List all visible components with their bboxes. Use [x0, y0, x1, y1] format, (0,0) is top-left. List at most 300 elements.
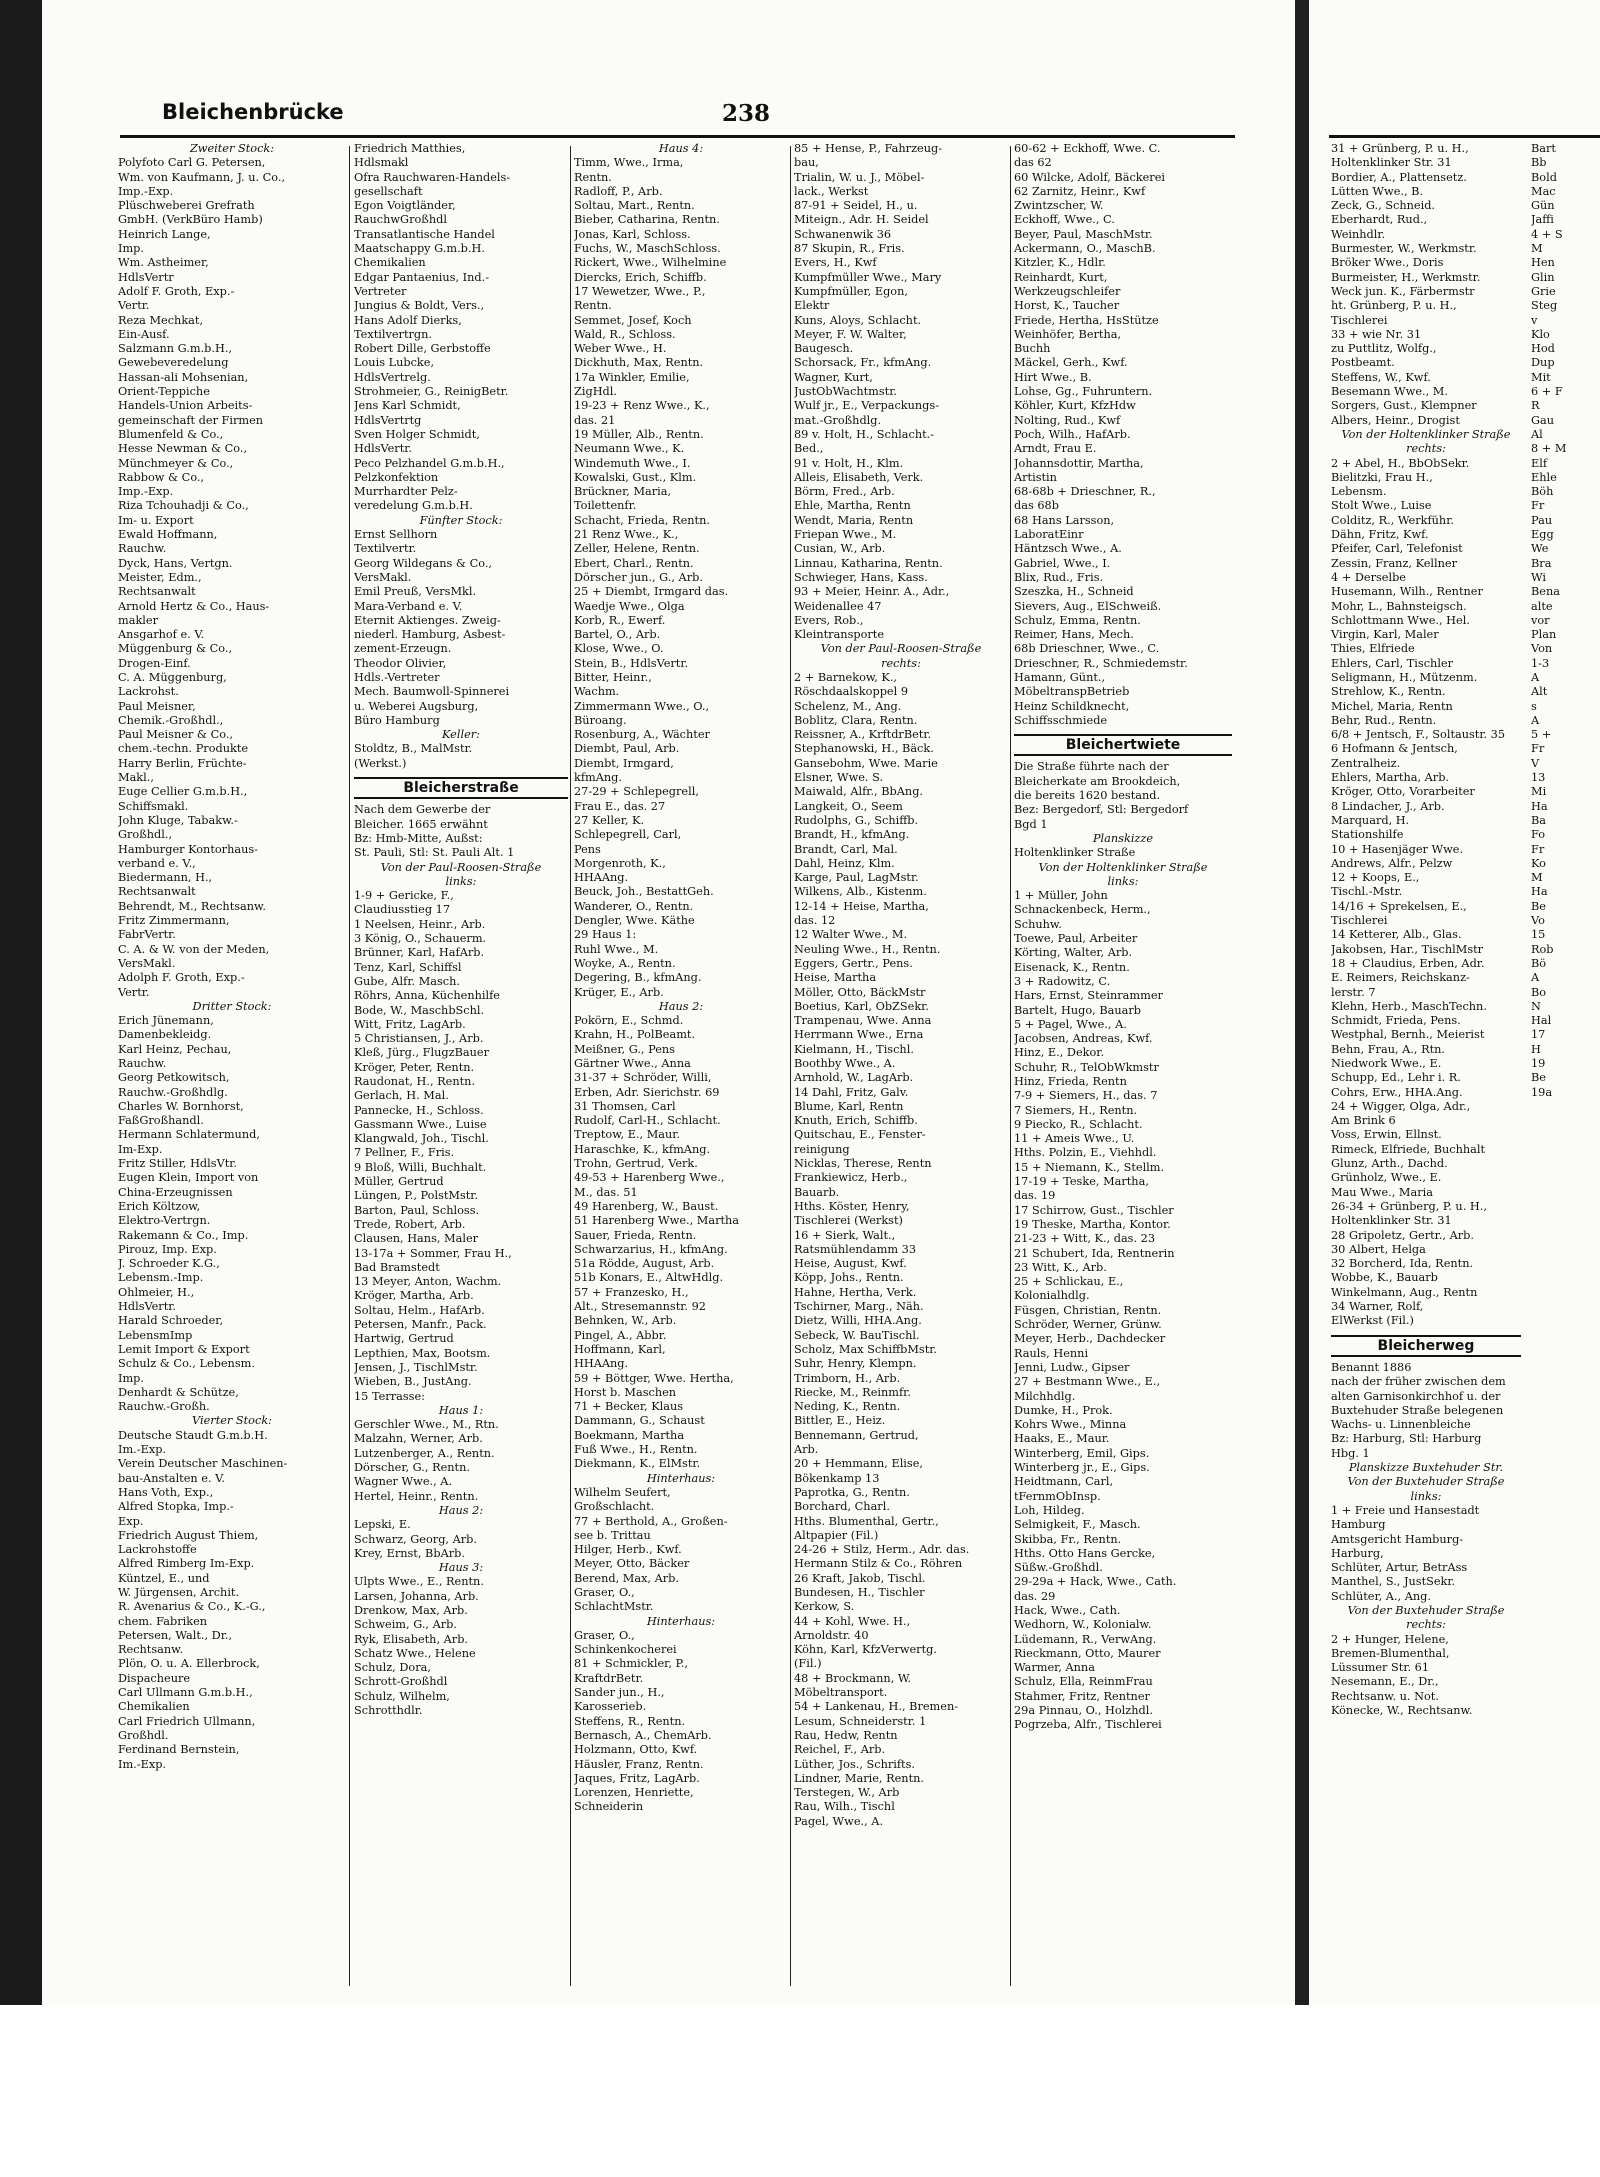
directory-entry: Mau Wwe., Maria [1331, 1185, 1433, 1199]
directory-entry: Hans Adolf Dierks, [354, 313, 462, 327]
directory-entry: Schulz, Ella, ReinmFrau [1014, 1675, 1153, 1689]
directory-entry: links: [1107, 874, 1139, 888]
directory-entry: JustObWachtmstr. [794, 385, 897, 399]
directory-entry: Friede, Hertha, HsStütze [1014, 313, 1159, 327]
directory-entry: 49-53 + Harenberg Wwe., [574, 1171, 725, 1185]
directory-entry: RauchwGroßhdl [354, 213, 447, 227]
directory-entry: Bold [1531, 170, 1557, 184]
directory-entry: Verein Deutscher Maschinen- [118, 1457, 288, 1471]
directory-entry: Erich Költzow, [118, 1199, 201, 1213]
directory-entry: gesellschaft [354, 184, 423, 198]
directory-entry: Wachm. [574, 685, 620, 699]
directory-entry: Großhdl., [118, 828, 173, 842]
directory-entry: links: [1410, 1489, 1442, 1503]
directory-entry: 28 Gripoletz, Gertr., Arb. [1331, 1228, 1474, 1242]
directory-entry: Paprotka, G., Rentn. [794, 1485, 910, 1499]
directory-entry: Soltau, Mart., Rentn. [574, 199, 695, 213]
directory-entry: Bart [1531, 142, 1556, 155]
directory-entry: Dengler, Wwe. Käthe [574, 914, 695, 928]
directory-entry: Vertr. [118, 299, 150, 313]
directory-entry: 54 + Lankenau, H., Bremen- [794, 1700, 959, 1714]
directory-entry: Mech. Baumwoll-Spinnerei [354, 685, 510, 699]
directory-entry: Kowalski, Gust., Klm. [574, 470, 697, 484]
directory-entry: Mäckel, Gerh., Kwf. [1014, 356, 1128, 370]
directory-entry: Lemit Import & Export [118, 1342, 250, 1356]
directory-entry: 29-29a + Hack, Wwe., Cath. [1014, 1575, 1177, 1589]
directory-entry: Hal [1531, 1014, 1552, 1028]
directory-entry: R [1531, 399, 1540, 413]
directory-entry: Bitter, Heinr., [574, 670, 652, 684]
directory-entry: Kitzler, K., Hdlr. [1014, 256, 1106, 270]
directory-entry: Mara-Verband e. V. [354, 599, 463, 613]
directory-entry: Sander jun., H., [574, 1686, 665, 1700]
directory-entry: Emil Preuß, VersMkl. [354, 585, 477, 599]
directory-entry: HdlsVertr. [118, 1300, 176, 1314]
directory-entry: Harry Berlin, Früchte- [118, 756, 247, 770]
directory-entry: Euge Cellier G.m.b.H., [118, 785, 248, 799]
directory-entry: 6 Hofmann & Jentsch, [1331, 742, 1458, 756]
directory-entry: Wald, R., Schloss. [574, 327, 676, 341]
directory-entry: Reissner, A., KrftdrBetr. [794, 728, 932, 742]
directory-entry: Alfred Rimberg Im-Exp. [118, 1557, 255, 1571]
directory-entry: Hinz, Frieda, Rentn [1014, 1075, 1127, 1088]
directory-entry: Ferdinand Bernstein, [118, 1743, 240, 1757]
directory-entry: Arnold Hertz & Co., Haus- [118, 599, 270, 613]
directory-entry: Pingel, A., Abbr. [574, 1328, 667, 1342]
directory-entry: Tischl.-Mstr. [1331, 885, 1403, 899]
directory-entry: Hartwig, Gertrud [354, 1332, 454, 1346]
directory-entry: St. Pauli, Stl: St. Pauli Alt. 1 [354, 846, 515, 860]
directory-entry: 2 + Hunger, Helene, [1331, 1632, 1449, 1646]
directory-entry: Maatschappy G.m.b.H. [354, 242, 485, 256]
directory-entry: Dietz, Willi, HHA.Ang. [794, 1314, 922, 1328]
directory-entry: China-Erzeugnissen [118, 1185, 233, 1199]
directory-entry: Bleicher. 1665 erwähnt [354, 817, 488, 831]
directory-entry: Sorgers, Gust., Klempner [1331, 399, 1477, 413]
directory-entry: Pfeifer, Carl, Telefonist [1331, 542, 1463, 556]
directory-entry: Schweim, G., Arb. [354, 1618, 457, 1632]
directory-entry: Andrews, Alfr., Pelzw [1331, 856, 1453, 870]
directory-entry: 68-68b + Drieschner, R., [1014, 485, 1156, 499]
directory-entry: Gewebeveredelung [118, 356, 229, 370]
directory-entry: Zentralheiz. [1331, 756, 1401, 770]
street-heading: Bleicherstraße [354, 777, 568, 799]
directory-entry: Büroang. [574, 713, 627, 727]
directory-entry: Postbeamt. [1331, 356, 1395, 370]
directory-entry: Müggenburg & Co., [118, 642, 233, 656]
directory-entry: Boetius, Karl, ObZSekr. [794, 999, 929, 1013]
directory-entry: Egon Voigtländer, [354, 199, 456, 213]
directory-entry: 3 König, O., Schauerm. [354, 932, 487, 946]
directory-entry: Elf [1531, 456, 1548, 470]
directory-entry: Hinz, E., Dekor. [1014, 1046, 1105, 1060]
directory-entry: Arnoldstr. 40 [794, 1628, 869, 1642]
directory-entry: Meyer, Herb., Dachdecker [1014, 1332, 1166, 1346]
directory-entry: Strohmeier, G., ReinigBetr. [354, 385, 509, 399]
directory-entry: Wachs- u. Linnenbleiche [1331, 1418, 1471, 1432]
directory-entry: Timm, Wwe., Irma, [574, 156, 684, 170]
directory-entry: Schwarz, Georg, Arb. [354, 1532, 477, 1546]
directory-entry: Fr [1531, 842, 1545, 856]
directory-entry: Barton, Paul, Schloss. [354, 1203, 480, 1217]
directory-entry: Dammann, G., Schaust [574, 1414, 705, 1428]
directory-entry: Wanderer, O., Rentn. [574, 899, 694, 913]
directory-entry: rechts: [1406, 1618, 1446, 1632]
directory-entry: Lepski, E. [354, 1518, 411, 1532]
directory-entry: GmbH. (VerkBüro Hamb) [118, 213, 263, 227]
directory-entry: Schulz & Co., Lebensm. [118, 1357, 255, 1371]
directory-entry: Sauer, Frieda, Rentn. [574, 1228, 697, 1242]
directory-entry: Wm. von Kaufmann, J. u. Co., [118, 170, 286, 184]
directory-entry: Krey, Ernst, BbArb. [354, 1546, 465, 1560]
directory-entry: Drogen-Einf. [118, 656, 191, 670]
directory-entry: 12 Walter Wwe., M. [794, 928, 908, 942]
directory-entry: Weber Wwe., H. [574, 342, 667, 356]
directory-entry: 15 + Niemann, K., Stellm. [1014, 1160, 1165, 1174]
directory-entry: Winterberg, Emil, Gips. [1014, 1446, 1150, 1460]
directory-entry: HdlsVertrtg [354, 413, 422, 427]
directory-entry: 87-91 + Seidel, H., u. [794, 199, 918, 213]
directory-entry: Ha [1531, 885, 1548, 899]
directory-entry: Dritter Stock: [192, 999, 272, 1013]
directory-entry: Rudolphs, G., Schiffb. [794, 813, 919, 827]
directory-entry: (Fil.) [794, 1657, 822, 1671]
directory-entry: Loh, Hildeg. [1014, 1503, 1085, 1517]
directory-entry: Jens Karl Schmidt, [354, 399, 461, 413]
directory-entry: Bö [1531, 956, 1547, 970]
directory-entry: Hths. Köster, Henry, [794, 1199, 910, 1213]
directory-entry: Heidtmann, Carl, [1014, 1475, 1114, 1489]
directory-entry: Toewe, Paul, Arbeiter [1014, 932, 1138, 946]
column-divider [349, 146, 350, 1986]
directory-entry: Lüther, Jos., Schrifts. [794, 1757, 915, 1771]
directory-entry: Reimer, Hans, Mech. [1014, 628, 1134, 642]
directory-entry: 1-3 [1531, 656, 1550, 670]
directory-entry: A [1531, 971, 1540, 985]
directory-entry: Grie [1531, 284, 1556, 298]
directory-entry: Paul Meisner, [118, 699, 196, 713]
directory-entry: Steffens, R., Rentn. [574, 1714, 686, 1728]
directory-entry: Am Brink 6 [1331, 1114, 1396, 1128]
directory-entry: Schiffsmakl. [118, 799, 189, 813]
directory-entry: Jakobsen, Har., TischlMstr [1331, 942, 1484, 956]
directory-entry: Von der Buxtehuder Straße [1347, 1603, 1505, 1617]
directory-entry: Im.-Exp. [118, 1757, 167, 1771]
directory-entry: Ackermann, O., MaschB. [1014, 242, 1156, 256]
directory-entry: Blume, Karl, Rentn [794, 1099, 904, 1113]
column-5 [1014, 142, 1232, 1992]
directory-entry: 27 + Bestmann Wwe., E., [1014, 1375, 1161, 1389]
directory-entry: Orient-Teppiche [118, 385, 210, 399]
directory-entry: Bena [1531, 585, 1560, 599]
directory-entry: 4 + Derselbe [1331, 570, 1406, 584]
directory-entry: Pokörn, E., Schmd. [574, 1014, 684, 1028]
directory-entry: 21 Renz Wwe., K., [574, 528, 679, 542]
directory-entry: 2 + Barnekow, K., [794, 670, 898, 684]
directory-entry: Neumann Wwe., K. [574, 442, 685, 456]
directory-entry: Marquard, H. [1331, 813, 1410, 827]
directory-entry: Dahl, Heinz, Klm. [794, 856, 895, 870]
directory-entry: Cohrs, Erw., HHA.Ang. [1331, 1085, 1463, 1099]
directory-entry: Bb [1531, 156, 1547, 170]
directory-entry: Gerlach, H. Mal. [354, 1089, 449, 1103]
directory-entry: 19 Theske, Martha, Kontor. [1014, 1217, 1171, 1231]
directory-entry: Hths. Blumenthal, Gertr., [794, 1514, 939, 1528]
directory-entry: Schinkenkocherei [574, 1643, 677, 1657]
directory-entry: Chemikalien [118, 1700, 190, 1714]
directory-entry: Plan [1531, 628, 1557, 642]
directory-entry: Bartel, O., Arb. [574, 628, 661, 642]
directory-entry: Nesemann, E., Dr., [1331, 1675, 1439, 1689]
directory-entry: 8 + M [1531, 442, 1567, 456]
directory-entry: bau-Anstalten e. V. [118, 1471, 225, 1485]
directory-entry: Holtenklinker Str. 31 [1331, 1214, 1452, 1228]
directory-entry: Handels-Union Arbeits- [118, 399, 253, 413]
directory-entry: Bez: Bergedorf, Stl: Bergedorf [1014, 803, 1189, 817]
directory-entry: 19a [1531, 1085, 1553, 1099]
directory-entry: Reza Mechkat, [118, 313, 204, 327]
directory-entry: Diembt, Paul, Arb. [574, 742, 680, 756]
directory-entry: Ha [1531, 799, 1548, 813]
directory-entry: Bundesen, H., Tischler [794, 1585, 925, 1599]
directory-entry: 14/16 + Sprekelsen, E., [1331, 899, 1467, 913]
directory-entry: LebensmImp [118, 1328, 193, 1342]
directory-entry: VersMakl. [354, 570, 412, 584]
directory-entry: Schelenz, M., Ang. [794, 699, 902, 713]
street-heading: Bleichertwiete [1014, 734, 1232, 756]
directory-entry: M., das. 51 [574, 1185, 638, 1199]
directory-entry: 93 + Meier, Heinr. A., Adr., [794, 585, 950, 599]
directory-entry: Diercks, Erich, Schiffb. [574, 270, 707, 284]
directory-entry: Rabbow & Co., [118, 470, 205, 484]
directory-entry: Wagner Wwe., A. [354, 1475, 453, 1489]
directory-entry: 7 Pellner, F., Fris. [354, 1146, 455, 1160]
directory-entry: Kielmann, H., Tischl. [794, 1042, 914, 1056]
directory-entry: 51a Rödde, August, Arb. [574, 1257, 715, 1271]
directory-entry: 27 Keller, K. [574, 813, 645, 827]
directory-entry: Michel, Maria, Rentn [1331, 699, 1453, 713]
directory-entry: Textilvertrgn. [354, 327, 432, 341]
directory-entry: 87 Skupin, R., Fris. [794, 242, 905, 256]
directory-entry: FabrVertr. [118, 928, 176, 942]
street-heading: Bleicherweg [1331, 1335, 1521, 1357]
directory-entry: Imp.-Exp. [118, 184, 174, 198]
directory-entry: Waedje Wwe., Olga [574, 599, 685, 613]
directory-entry: Altpapier (Fil.) [794, 1528, 879, 1542]
directory-entry: Pelzkonfektion [354, 470, 439, 484]
directory-entry: Selmigkeit, F., Masch. [1014, 1518, 1141, 1532]
directory-entry: Edgar Pantaenius, Ind.- [354, 270, 490, 284]
directory-entry: ZigHdl. [574, 385, 617, 399]
directory-entry: Rauls, Henni [1014, 1346, 1089, 1360]
directory-entry: Schlüter, A., Ang. [1331, 1589, 1431, 1603]
directory-entry: Alfred Stopka, Imp.- [118, 1500, 234, 1514]
directory-entry: Imp. [118, 242, 144, 256]
directory-entry: Woyke, A., Rentn. [574, 956, 676, 970]
directory-entry: Schatz Wwe., Helene [354, 1646, 476, 1660]
directory-entry: Schacht, Frieda, Rentn. [574, 513, 710, 527]
directory-entry: HdlsVertr [118, 270, 174, 284]
directory-entry: Börm, Fred., Arb. [794, 485, 895, 499]
directory-entry: Körting, Walter, Arb. [1014, 946, 1133, 960]
directory-entry: Suhr, Henry, Klempn. [794, 1357, 917, 1371]
directory-entry: Müller, Gertrud [354, 1175, 444, 1189]
directory-entry: Clausen, Hans, Maler [354, 1232, 479, 1246]
directory-entry: Eternit Aktienges. Zweig- [354, 613, 501, 627]
directory-entry: Küntzel, E., und [118, 1571, 210, 1585]
directory-entry: 17-19 + Teske, Martha, [1014, 1175, 1149, 1189]
directory-entry: Fr [1531, 742, 1545, 756]
directory-entry: Trimborn, H., Arb. [794, 1371, 901, 1385]
directory-entry: Kröger, Otto, Vorarbeiter [1331, 785, 1475, 799]
directory-entry: 13 [1531, 771, 1546, 785]
directory-entry: Bo [1531, 985, 1547, 999]
directory-entry: das. 12 [794, 914, 836, 928]
directory-entry: zement-Erzeugn. [354, 642, 452, 656]
directory-entry: HHAAng. [574, 871, 629, 885]
directory-entry: Erben, Adr. Sierichstr. 69 [574, 1085, 720, 1099]
directory-entry: Adolph F. Groth, Exp.- [118, 971, 245, 985]
directory-entry: A [1531, 713, 1540, 727]
directory-entry: 71 + Becker, Klaus [574, 1400, 684, 1414]
directory-entry: s [1531, 699, 1537, 713]
directory-entry: Werkzeugschleifer [1014, 284, 1121, 298]
directory-entry: Haus 1: [438, 1403, 484, 1417]
directory-entry: Kumpfmüller, Egon, [794, 284, 908, 298]
directory-entry: Colditz, R., Werkführ. [1331, 513, 1454, 527]
directory-entry: Rauchw.-Großh. [118, 1400, 210, 1414]
directory-entry: Haus 4: [658, 142, 704, 155]
directory-entry: Mi [1531, 785, 1547, 799]
directory-entry: Pannecke, H., Schloss. [354, 1103, 484, 1117]
directory-entry: Zeller, Helene, Rentn. [574, 542, 700, 556]
directory-entry: 12-14 + Heise, Martha, [794, 899, 929, 913]
directory-entry: makler [118, 613, 158, 627]
directory-entry: 34 Warner, Rolf, [1331, 1300, 1424, 1314]
directory-entry: 33 + wie Nr. 31 [1331, 327, 1422, 341]
directory-entry: Fritz Zimmermann, [118, 914, 230, 928]
directory-entry: Dörscher jun., G., Arb. [574, 570, 703, 584]
directory-entry: Die Straße führte nach der [1014, 760, 1169, 774]
directory-entry: C. A. & W. von der Meden, [118, 942, 270, 956]
directory-entry: Im-Exp. [118, 1142, 163, 1156]
directory-entry: Hassan-ali Mohsenian, [118, 370, 249, 384]
directory-entry: Lorenzen, Henriette, [574, 1786, 694, 1800]
directory-entry: Von der Holtenklinker Straße [1341, 427, 1511, 441]
directory-entry: Hdlsmakl [354, 156, 409, 170]
directory-entry: 68 Hans Larsson, [1014, 513, 1115, 527]
directory-entry: Rosenburg, A., Wächter [574, 728, 710, 742]
directory-entry: Ehle, Martha, Rentn [794, 499, 911, 513]
directory-entry: Glin [1531, 270, 1555, 284]
directory-entry: Westphal, Bernh., Meierist [1331, 1028, 1485, 1042]
directory-entry: lerstr. 7 [1331, 985, 1376, 999]
directory-entry: 5 Christiansen, J., Arb. [354, 1032, 484, 1046]
directory-entry: 21-23 + Witt, K., das. 23 [1014, 1232, 1156, 1246]
directory-entry: chem.-techn. Produkte [118, 742, 249, 756]
directory-entry: VersMakl. [118, 956, 176, 970]
directory-entry: Reichel, F., Arb. [794, 1743, 886, 1757]
directory-entry: Boothby Wwe., A. [794, 1057, 896, 1070]
directory-entry: Ehle [1531, 470, 1557, 484]
directory-entry: Rakemann & Co., Imp. [118, 1228, 249, 1242]
directory-entry: 51b Konars, E., AltwHdlg. [574, 1271, 724, 1285]
directory-entry: Heinz Schildknecht, [1014, 699, 1130, 713]
directory-entry: Köpp, Johs., Rentn. [794, 1271, 904, 1285]
directory-entry: Rickert, Wwe., Wilhelmine [574, 256, 727, 270]
directory-entry: 51 Harenberg Wwe., Martha [574, 1214, 740, 1228]
directory-entry: 44 + Kohl, Wwe. H., [794, 1614, 911, 1628]
directory-entry: 68b Drieschner, Wwe., C. [1014, 642, 1160, 656]
directory-entry: Hod [1531, 342, 1555, 356]
directory-entry: Großhdl. [118, 1728, 169, 1742]
directory-entry: Tischlerei (Werkst) [794, 1214, 903, 1228]
directory-entry: Plüschweberei Grefrath [118, 199, 255, 213]
directory-entry: Schwieger, Hans, Kass. [794, 570, 928, 584]
directory-entry: Von der Paul-Roosen-Straße [380, 860, 542, 874]
directory-entry: Cusian, W., Arb. [794, 542, 886, 556]
directory-entry: Schiffsschmiede [1014, 713, 1108, 727]
directory-entry: Bökenkamp 13 [794, 1471, 880, 1485]
directory-entry: Schlüter, Artur, BetrAss [1331, 1561, 1468, 1575]
directory-entry: Haaks, E., Maur. [1014, 1432, 1110, 1446]
directory-entry: 29a Pinnau, O., Holzhdl. [1014, 1704, 1153, 1718]
directory-entry: Haraschke, K., kfmAng. [574, 1142, 711, 1156]
directory-entry: Zeck, G., Schneid. [1331, 199, 1436, 213]
directory-entry: Behn, Frau, A., Rtn. [1331, 1042, 1445, 1056]
directory-entry: das 62 [1014, 156, 1052, 170]
directory-entry: Jacobsen, Andreas, Kwf. [1014, 1032, 1153, 1046]
directory-entry: Gau [1531, 413, 1555, 427]
directory-entry: Zessin, Franz, Kellner [1331, 556, 1457, 570]
directory-entry: Von [1531, 642, 1553, 656]
directory-entry: Rentn. [574, 170, 612, 184]
directory-entry: Drieschner, R., Schmiedemstr. [1014, 656, 1188, 670]
directory-entry: Ofra Rauchwaren-Handels- [354, 170, 511, 184]
directory-entry: Jaffi [1531, 213, 1554, 227]
directory-entry: Witt, Fritz, LagArb. [354, 1017, 466, 1031]
header-page-number: 238 [722, 100, 771, 127]
directory-entry: Evers, Rob., [794, 613, 864, 627]
directory-entry: Terstegen, W., Arb [794, 1786, 900, 1800]
directory-entry: 31-37 + Schröder, Willi, [574, 1071, 712, 1085]
directory-entry: Münchmeyer & Co., [118, 456, 234, 470]
directory-entry: Ansgarhof e. V. [118, 628, 205, 642]
directory-entry: Weidenallee 47 [794, 599, 882, 613]
directory-entry: Ein-Ausf. [118, 327, 170, 341]
directory-entry: 16 + Sierk, Walt., [794, 1228, 896, 1242]
directory-entry: Treptow, E., Maur. [574, 1128, 681, 1142]
directory-entry: Benannt 1886 [1331, 1360, 1412, 1374]
directory-entry: M [1531, 242, 1543, 256]
directory-entry: Burmeister, H., Werkmstr. [1331, 270, 1481, 284]
right-column-2-cut [1531, 142, 1600, 1992]
directory-entry: Hamann, Günt., [1014, 670, 1106, 684]
directory-entry: Makl., [118, 771, 154, 785]
directory-entry: Schwarzarius, H., kfmAng. [574, 1242, 728, 1256]
directory-entry: 15 Terrasse: [354, 1389, 425, 1403]
directory-entry: Trialin, W. u. J., Möbel- [794, 170, 925, 184]
directory-entry: 48 + Brockmann, W. [794, 1671, 912, 1685]
directory-entry: Herrmann Wwe., Erna [794, 1028, 924, 1042]
directory-entry: Von der Paul-Roosen-Straße [820, 642, 982, 656]
directory-entry: Eisenack, K., Rentn. [1014, 960, 1130, 974]
directory-entry: Hirt Wwe., B. [1014, 370, 1092, 384]
directory-entry: lack., Werkst [794, 184, 869, 198]
directory-entry: Lüssumer Str. 61 [1331, 1661, 1430, 1675]
directory-entry: Lackrohstoffe [118, 1543, 197, 1557]
directory-entry: Hamburg [1331, 1518, 1386, 1532]
